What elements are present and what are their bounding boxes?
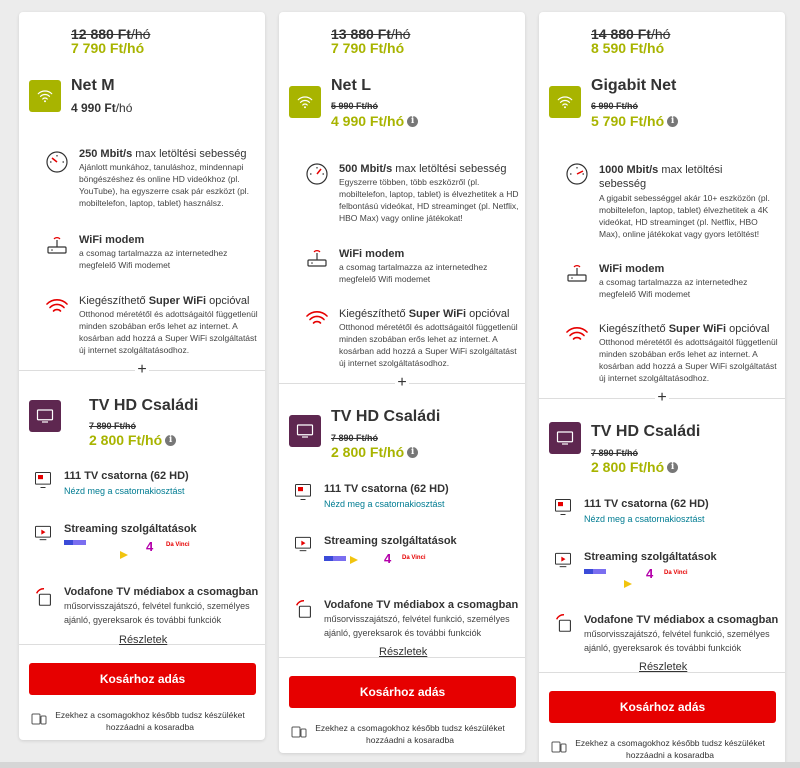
wifi-icon bbox=[289, 86, 321, 118]
super-wifi-icon bbox=[45, 294, 69, 318]
streaming-logo-four: 4 bbox=[646, 566, 654, 581]
footer-note: Ezekhez a csomagokhoz később tudsz készüléket hozzáadni a kosaradba bbox=[575, 738, 765, 760]
streaming-logo-davinci: Da Vinci bbox=[166, 542, 190, 548]
plan-card-gigabit-net bbox=[539, 12, 785, 768]
add-to-cart-button[interactable]: Kosárhoz adás bbox=[29, 663, 256, 695]
tv-icon bbox=[549, 422, 581, 454]
add-to-cart-button[interactable]: Kosárhoz adás bbox=[289, 676, 516, 708]
details-link[interactable]: Részletek bbox=[119, 634, 168, 646]
speed-feature: 250 Mbit/s max letöltési sebesség Ajánlott munkához, tanuláshoz, mindennapi böngészéshez és online HD videókhoz (pl. YouTube), ha egyszerre csak pár eszközt (pl. mobiltelefon, laptop, tablet) használsz. bbox=[79, 148, 249, 208]
tv-old-price: 7 890 Ft/hó bbox=[331, 433, 379, 443]
channel-list-icon bbox=[553, 497, 573, 517]
mediabox-icon bbox=[33, 586, 55, 608]
tv-plan-name: TV HD Családi bbox=[89, 397, 199, 414]
channel-list-link[interactable]: Nézd meg a csatornakiosztást bbox=[64, 485, 185, 496]
old-total-price: 12 880 Ft/hó bbox=[71, 26, 151, 42]
horizontal-scrollbar[interactable] bbox=[0, 762, 800, 768]
channel-list-icon bbox=[33, 470, 53, 490]
speedometer-icon bbox=[305, 162, 329, 186]
info-icon[interactable]: i bbox=[165, 435, 176, 446]
internet-old-price: 5 990 Ft/hó bbox=[331, 101, 379, 111]
tv-plan-name: TV HD Családi bbox=[331, 408, 441, 425]
footer-note: Ezekhez a csomagokhoz később tudsz készüléket hozzáadni a kosaradba bbox=[55, 710, 245, 732]
streaming-feature: Streaming szolgáltatások bbox=[324, 535, 457, 547]
old-total-price: 13 880 Ft/hó bbox=[331, 26, 411, 42]
tv-new-price: 2 800 Ft/hó i bbox=[331, 444, 418, 460]
footer-note: Ezekhez a csomagokhoz később tudsz készüléket hozzáadni a kosaradba bbox=[315, 723, 505, 745]
info-icon[interactable]: i bbox=[667, 116, 678, 127]
streaming-logo-a bbox=[324, 556, 346, 561]
plan-card-net-l bbox=[279, 12, 525, 753]
super-wifi-feature: Kiegészíthető Super WiFi opcióval Otthonod méretétől és adottságaitól függetlenül minden szobában erős lehet az internet. A kosárban add hozzá a Super WiFi szolgáltatást új internet szolgáltatásodhoz. bbox=[79, 295, 258, 355]
mediabox-feature: Vodafone TV médiabox a csomagban műsorvisszajátszó, felvétel funkció, személyes ajánló, gyereksarok és további funkciók bbox=[324, 599, 519, 638]
streaming-logos bbox=[324, 551, 464, 573]
channel-list-link[interactable]: Nézd meg a csatornakiosztást bbox=[324, 498, 445, 509]
old-total-price: 14 880 Ft/hó bbox=[591, 26, 671, 42]
plus-sign: + bbox=[395, 376, 409, 390]
streaming-logo-davinci: Da Vinci bbox=[664, 570, 688, 576]
internet-new-price: 4 990 Ft/hó i bbox=[331, 113, 418, 129]
channels-feature: 111 TV csatorna (62 HD) Nézd meg a csatornakiosztást bbox=[584, 498, 774, 525]
streaming-logo-b bbox=[350, 556, 358, 564]
devices-icon bbox=[551, 740, 567, 754]
plan-card-net-m bbox=[19, 12, 265, 740]
details-link[interactable]: Részletek bbox=[639, 661, 688, 673]
streaming-logos bbox=[64, 539, 204, 561]
router-icon bbox=[45, 234, 69, 258]
streaming-logo-b bbox=[624, 580, 632, 588]
mediabox-feature: Vodafone TV médiabox a csomagban műsorvisszajátszó, felvétel funkció, személyes ajánló, gyereksarok és további funkciók bbox=[64, 586, 259, 625]
promo-total-price: 8 590 Ft/hó bbox=[591, 40, 665, 56]
internet-plan-name: Gigabit Net bbox=[591, 77, 677, 94]
speed-feature: 1000 Mbit/s max letöltési sebesség bbox=[599, 164, 723, 190]
streaming-logo-four: 4 bbox=[146, 539, 154, 554]
wifi-icon bbox=[549, 86, 581, 118]
speed-description: A gigabit sebességgel akár 10+ eszközön (pl. mobiltelefon, laptop, tablet) élvezhetitek a 4K videókat, HD streaminget (pl. Netflix, HBO Max), online játékokat vagy gyors letöltést! bbox=[599, 193, 770, 239]
add-to-cart-button[interactable]: Kosárhoz adás bbox=[549, 691, 776, 723]
promo-total-price: 7 790 Ft/hó bbox=[71, 40, 145, 56]
wifi-icon bbox=[29, 80, 61, 112]
streaming-play-icon bbox=[553, 550, 573, 570]
mediabox-icon bbox=[553, 612, 575, 634]
streaming-play-icon bbox=[33, 523, 53, 543]
details-link[interactable]: Részletek bbox=[379, 646, 428, 658]
devices-icon bbox=[291, 725, 307, 739]
speed-feature: 500 Mbit/s max letöltési sebesség Egyszerre többen, több eszközről (pl. mobiltelefon, laptop, tablet) is élvezhetitek a HD felbontású videókat, HD streaminget (pl. Netflix, HBO Max) vagy online játékokat! bbox=[339, 163, 519, 223]
promo-total-price: 7 790 Ft/hó bbox=[331, 40, 405, 56]
tv-new-price: 2 800 Ft/hó i bbox=[89, 432, 176, 448]
internet-plan-name: Net M bbox=[71, 77, 115, 94]
super-wifi-icon bbox=[565, 322, 589, 346]
mediabox-feature: Vodafone TV médiabox a csomagban műsorvisszajátszó, felvétel funkció, személyes ajánló, gyereksarok és további funkciók bbox=[584, 614, 779, 653]
router-icon bbox=[305, 247, 329, 271]
wifi-modem-feature: WiFi modem a csomag tartalmazza az internetedhez megfelelő Wifi modemet bbox=[599, 263, 748, 299]
super-wifi-feature: Kiegészíthető Super WiFi opcióval Otthonod méretétől és adottságaitól függetlenül minden szobában erős lehet az internet. A kosárban add hozzá a Super WiFi szolgáltatást új internet szolgáltatásodhoz. bbox=[339, 308, 518, 368]
router-icon bbox=[565, 262, 589, 286]
streaming-logo-four: 4 bbox=[384, 551, 392, 566]
tv-icon bbox=[289, 415, 321, 447]
tv-icon bbox=[29, 400, 61, 432]
streaming-logo-a bbox=[64, 540, 86, 545]
tv-old-price: 7 890 Ft/hó bbox=[89, 421, 137, 431]
super-wifi-icon bbox=[305, 306, 329, 330]
info-icon[interactable]: i bbox=[407, 447, 418, 458]
streaming-feature: Streaming szolgáltatások bbox=[64, 523, 197, 535]
mediabox-icon bbox=[293, 598, 315, 620]
internet-new-price: 5 790 Ft/hó i bbox=[591, 113, 678, 129]
channel-list-link[interactable]: Nézd meg a csatornakiosztást bbox=[584, 513, 705, 524]
streaming-logo-a bbox=[584, 569, 606, 574]
streaming-logos bbox=[584, 566, 724, 588]
wifi-modem-feature: WiFi modem a csomag tartalmazza az internetedhez megfelelő Wifi modemet bbox=[339, 248, 488, 284]
streaming-logo-davinci: Da Vinci bbox=[402, 555, 426, 561]
super-wifi-feature: Kiegészíthető Super WiFi opcióval Otthonod méretétől és adottságaitól függetlenül minden szobában erős lehet az internet. A kosárban add hozzá a Super WiFi szolgáltatást új internet szolgáltatásodhoz. bbox=[599, 323, 778, 383]
tv-plan-name: TV HD Családi bbox=[591, 423, 701, 440]
internet-plan-name: Net L bbox=[331, 77, 371, 94]
speedometer-icon bbox=[45, 150, 69, 174]
info-icon[interactable]: i bbox=[407, 116, 418, 127]
plus-sign: + bbox=[655, 391, 669, 405]
speedometer-icon bbox=[565, 162, 589, 186]
wifi-modem-feature: WiFi modem a csomag tartalmazza az internetedhez megfelelő Wifi modemet bbox=[79, 234, 228, 270]
channels-feature: 111 TV csatorna (62 HD) Nézd meg a csatornakiosztást bbox=[324, 483, 514, 510]
channels-feature: 111 TV csatorna (62 HD) Nézd meg a csatornakiosztást bbox=[64, 470, 254, 497]
info-icon[interactable]: i bbox=[667, 462, 678, 473]
channel-list-icon bbox=[293, 482, 313, 502]
streaming-feature: Streaming szolgáltatások bbox=[584, 551, 717, 563]
tv-old-price: 7 890 Ft/hó bbox=[591, 448, 639, 458]
streaming-play-icon bbox=[293, 534, 313, 554]
internet-plan-price: 4 990 Ft/hó bbox=[71, 101, 133, 115]
internet-old-price: 6 990 Ft/hó bbox=[591, 101, 639, 111]
tv-new-price: 2 800 Ft/hó i bbox=[591, 459, 678, 475]
streaming-logo-b bbox=[120, 551, 128, 559]
plus-sign: + bbox=[135, 363, 149, 377]
devices-icon bbox=[31, 712, 47, 726]
